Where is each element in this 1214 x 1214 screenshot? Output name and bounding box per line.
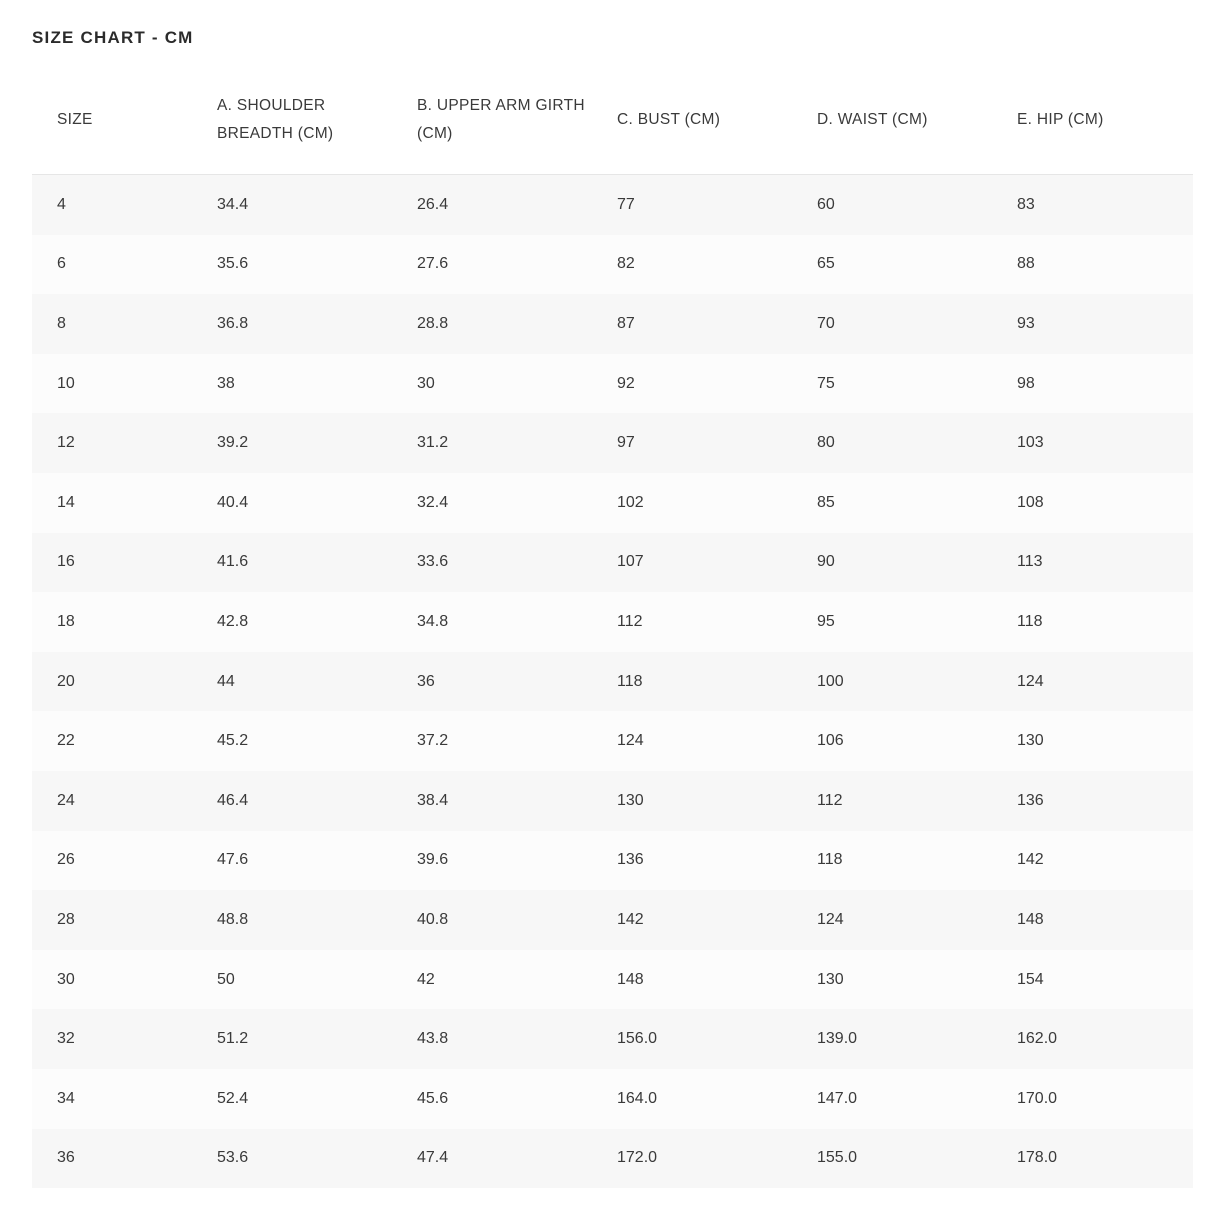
cell-bust: 118 — [592, 652, 792, 712]
cell-upper-arm-girth: 31.2 — [392, 413, 592, 473]
cell-waist: 106 — [792, 711, 992, 771]
header-row — [32, 66, 1193, 175]
cell-size: 18 — [32, 592, 192, 652]
cell-waist: 70 — [792, 294, 992, 354]
table-row — [32, 890, 1193, 950]
cell-shoulder-breadth: 44 — [192, 652, 392, 712]
cell-shoulder-breadth: 53.6 — [192, 1129, 392, 1189]
table-row — [32, 473, 1193, 533]
cell-bust: 92 — [592, 354, 792, 414]
cell-hip: 124 — [992, 652, 1193, 712]
cell-waist: 60 — [792, 175, 992, 235]
cell-bust: 112 — [592, 592, 792, 652]
cell-bust: 164.0 — [592, 1069, 792, 1129]
cell-bust: 97 — [592, 413, 792, 473]
cell-hip: 178.0 — [992, 1129, 1193, 1189]
cell-waist: 75 — [792, 354, 992, 414]
cell-shoulder-breadth: 42.8 — [192, 592, 392, 652]
table-row — [32, 354, 1193, 414]
cell-hip: 98 — [992, 354, 1193, 414]
cell-upper-arm-girth: 37.2 — [392, 711, 592, 771]
cell-upper-arm-girth: 39.6 — [392, 831, 592, 891]
cell-size: 26 — [32, 831, 192, 891]
table-row — [32, 533, 1193, 593]
cell-shoulder-breadth: 48.8 — [192, 890, 392, 950]
cell-size: 12 — [32, 413, 192, 473]
cell-bust: 87 — [592, 294, 792, 354]
cell-hip: 130 — [992, 711, 1193, 771]
cell-hip: 142 — [992, 831, 1193, 891]
cell-size: 24 — [32, 771, 192, 831]
cell-size: 8 — [32, 294, 192, 354]
cell-hip: 113 — [992, 533, 1193, 593]
cell-size: 30 — [32, 950, 192, 1010]
cell-hip: 93 — [992, 294, 1193, 354]
cell-shoulder-breadth: 45.2 — [192, 711, 392, 771]
table-row — [32, 294, 1193, 354]
table-row — [32, 592, 1193, 652]
cell-shoulder-breadth: 51.2 — [192, 1009, 392, 1069]
table-body — [32, 175, 1193, 1189]
table-header — [32, 66, 1193, 175]
cell-bust: 148 — [592, 950, 792, 1010]
table-row — [32, 1009, 1193, 1069]
cell-shoulder-breadth: 41.6 — [192, 533, 392, 593]
cell-bust: 156.0 — [592, 1009, 792, 1069]
cell-shoulder-breadth: 40.4 — [192, 473, 392, 533]
cell-upper-arm-girth: 47.4 — [392, 1129, 592, 1189]
column-header-waist: D. WAIST (CM) — [792, 66, 992, 175]
column-header-size: SIZE — [32, 66, 192, 175]
cell-size: 36 — [32, 1129, 192, 1189]
cell-size: 32 — [32, 1009, 192, 1069]
cell-waist: 100 — [792, 652, 992, 712]
table-row — [32, 711, 1193, 771]
table-row — [32, 413, 1193, 473]
cell-upper-arm-girth: 42 — [392, 950, 592, 1010]
cell-shoulder-breadth: 34.4 — [192, 175, 392, 235]
table-row — [32, 235, 1193, 295]
cell-upper-arm-girth: 34.8 — [392, 592, 592, 652]
size-chart-table — [32, 66, 1193, 1188]
cell-upper-arm-girth: 40.8 — [392, 890, 592, 950]
column-header-shoulder-breadth: A. SHOULDER BREADTH (CM) — [192, 66, 392, 175]
cell-waist: 65 — [792, 235, 992, 295]
cell-shoulder-breadth: 35.6 — [192, 235, 392, 295]
cell-upper-arm-girth: 28.8 — [392, 294, 592, 354]
cell-size: 16 — [32, 533, 192, 593]
table-row — [32, 652, 1193, 712]
cell-size: 20 — [32, 652, 192, 712]
cell-upper-arm-girth: 27.6 — [392, 235, 592, 295]
page-title: SIZE CHART - CM — [32, 28, 194, 47]
cell-size: 14 — [32, 473, 192, 533]
cell-waist: 80 — [792, 413, 992, 473]
cell-bust: 142 — [592, 890, 792, 950]
cell-hip: 170.0 — [992, 1069, 1193, 1129]
column-header-hip: E. HIP (CM) — [992, 66, 1193, 175]
table-row — [32, 950, 1193, 1010]
cell-size: 22 — [32, 711, 192, 771]
cell-shoulder-breadth: 52.4 — [192, 1069, 392, 1129]
cell-waist: 124 — [792, 890, 992, 950]
cell-waist: 139.0 — [792, 1009, 992, 1069]
table-row — [32, 175, 1193, 235]
column-header-bust: C. BUST (CM) — [592, 66, 792, 175]
cell-shoulder-breadth: 46.4 — [192, 771, 392, 831]
cell-bust: 136 — [592, 831, 792, 891]
cell-upper-arm-girth: 45.6 — [392, 1069, 592, 1129]
cell-waist: 95 — [792, 592, 992, 652]
cell-size: 28 — [32, 890, 192, 950]
cell-upper-arm-girth: 38.4 — [392, 771, 592, 831]
cell-upper-arm-girth: 26.4 — [392, 175, 592, 235]
cell-hip: 162.0 — [992, 1009, 1193, 1069]
cell-hip: 136 — [992, 771, 1193, 831]
cell-bust: 172.0 — [592, 1129, 792, 1189]
cell-waist: 155.0 — [792, 1129, 992, 1189]
cell-hip: 108 — [992, 473, 1193, 533]
cell-size: 34 — [32, 1069, 192, 1129]
table-row — [32, 831, 1193, 891]
cell-waist: 90 — [792, 533, 992, 593]
cell-shoulder-breadth: 38 — [192, 354, 392, 414]
cell-hip: 148 — [992, 890, 1193, 950]
table-row — [32, 771, 1193, 831]
cell-hip: 154 — [992, 950, 1193, 1010]
cell-hip: 103 — [992, 413, 1193, 473]
cell-size: 6 — [32, 235, 192, 295]
cell-shoulder-breadth: 39.2 — [192, 413, 392, 473]
cell-size: 10 — [32, 354, 192, 414]
cell-hip: 118 — [992, 592, 1193, 652]
cell-shoulder-breadth: 50 — [192, 950, 392, 1010]
column-header-upper-arm-girth: B. UPPER ARM GIRTH (CM) — [392, 66, 592, 175]
cell-bust: 130 — [592, 771, 792, 831]
cell-shoulder-breadth: 47.6 — [192, 831, 392, 891]
cell-waist: 85 — [792, 473, 992, 533]
cell-bust: 124 — [592, 711, 792, 771]
cell-size: 4 — [32, 175, 192, 235]
cell-upper-arm-girth: 32.4 — [392, 473, 592, 533]
table-row — [32, 1129, 1193, 1189]
cell-hip: 83 — [992, 175, 1193, 235]
cell-upper-arm-girth: 43.8 — [392, 1009, 592, 1069]
table-row — [32, 1069, 1193, 1129]
cell-shoulder-breadth: 36.8 — [192, 294, 392, 354]
cell-upper-arm-girth: 33.6 — [392, 533, 592, 593]
cell-upper-arm-girth: 36 — [392, 652, 592, 712]
cell-waist: 112 — [792, 771, 992, 831]
cell-waist: 130 — [792, 950, 992, 1010]
cell-bust: 102 — [592, 473, 792, 533]
cell-bust: 77 — [592, 175, 792, 235]
cell-upper-arm-girth: 30 — [392, 354, 592, 414]
cell-hip: 88 — [992, 235, 1193, 295]
cell-bust: 107 — [592, 533, 792, 593]
cell-waist: 118 — [792, 831, 992, 891]
cell-waist: 147.0 — [792, 1069, 992, 1129]
cell-bust: 82 — [592, 235, 792, 295]
